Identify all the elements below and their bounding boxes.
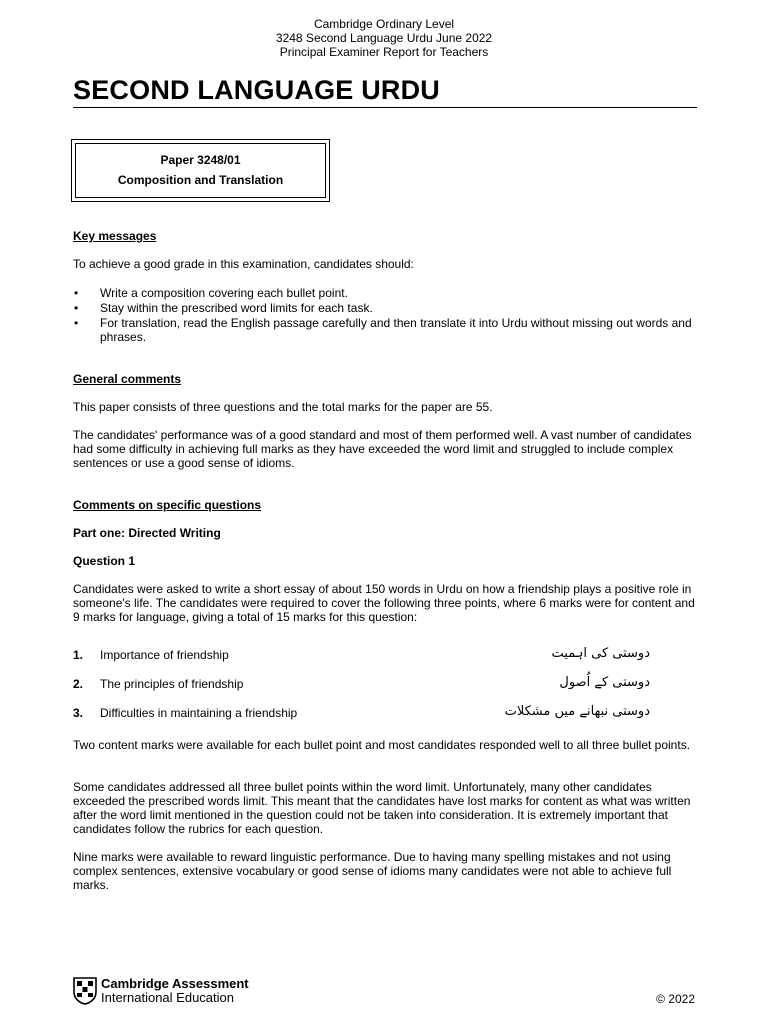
cambridge-logo [73,976,253,1006]
key-messages-intro: To achieve a good grade in this examination, candidates should: [73,257,414,271]
logo-line-2: International Education [101,990,234,1005]
general-comments-paragraph-2: The candidates' performance was of a good standard and most of them performed well. A vast number of candidates had some difficulty in achieving full marks as they have exceeded the word limit and struggled to include complex sentences or use a good sense of idioms. [73,428,692,470]
word-limit-paragraph: Some candidates addressed all three bullet points within the word limit. Unfortunately, many other candidates exceeded the prescribed words limit. This meant that the candidates have lost marks for content as what was written after the word limit mentioned in the question could not be taken into consideration. It is extremely important that candidates follow the rubrics for each question. [73,780,691,836]
point-english: Difficulties in maintaining a friendship [100,706,298,720]
point-urdu: دوستی کے اُصول [559,675,650,690]
question-intro: Candidates were asked to write a short essay of about 150 words in Urdu on how a friendship plays a positive role in someone's life. The candidates were required to cover the following three points, where 6 marks were for content and 9 marks for language, giving a total of 15 marks for this question: [73,582,695,624]
paper-name: Composition and Translation [117,173,284,187]
point-urdu: دوستی نبھانے میں مشکلات [504,704,650,719]
logo-line-1: Cambridge Assessment [101,976,249,991]
paper-info-box [71,139,330,202]
header-exam-level: Cambridge Ordinary Level [313,17,455,31]
crest-icon [73,977,97,1005]
title-divider [73,107,697,108]
part-heading: Part one: Directed Writing [73,526,221,540]
header-report-type: Principal Examiner Report for Teachers [279,45,489,59]
paper-number: Paper 3248/01 [160,153,241,167]
point-urdu: دوستی کی اہمیت [551,646,650,661]
bullet-marker: • [74,316,79,330]
key-messages-heading: Key messages [73,229,157,243]
question-heading: Question 1 [73,554,136,568]
key-message-bullet-3: For translation, read the English passage carefully and then translate it into Urdu without missing out words and phrases. [100,316,692,344]
linguistic-marks-paragraph: Nine marks were available to reward linguistic performance. Due to having many spelling mistakes and not using complex sentences, extensive vocabulary or good sense of idioms many candidates were not able to achieve full marks. [73,850,672,892]
specific-comments-heading: Comments on specific questions [73,498,262,512]
general-comments-paragraph-1: This paper consists of three questions and the total marks for the paper are 55. [73,400,493,414]
point-number: 3. [73,706,84,720]
bullet-marker: • [74,286,79,300]
point-number: 1. [73,648,84,662]
key-message-bullet-2: Stay within the prescribed word limits for each task. [100,301,373,315]
document-title: SECOND LANGUAGE URDU [73,75,441,105]
point-number: 2. [73,677,84,691]
point-english: The principles of friendship [100,677,244,691]
general-comments-heading: General comments [73,372,182,386]
key-message-bullet-1: Write a composition covering each bullet point. [100,286,348,300]
header-subject-session: 3248 Second Language Urdu June 2022 [275,31,493,45]
copyright-notice: © 2022 [656,992,695,1006]
content-marks-paragraph: Two content marks were available for each bullet point and most candidates responded well to all three bullet points. [73,738,691,752]
point-english: Importance of friendship [100,648,229,662]
bullet-marker: • [74,301,79,315]
